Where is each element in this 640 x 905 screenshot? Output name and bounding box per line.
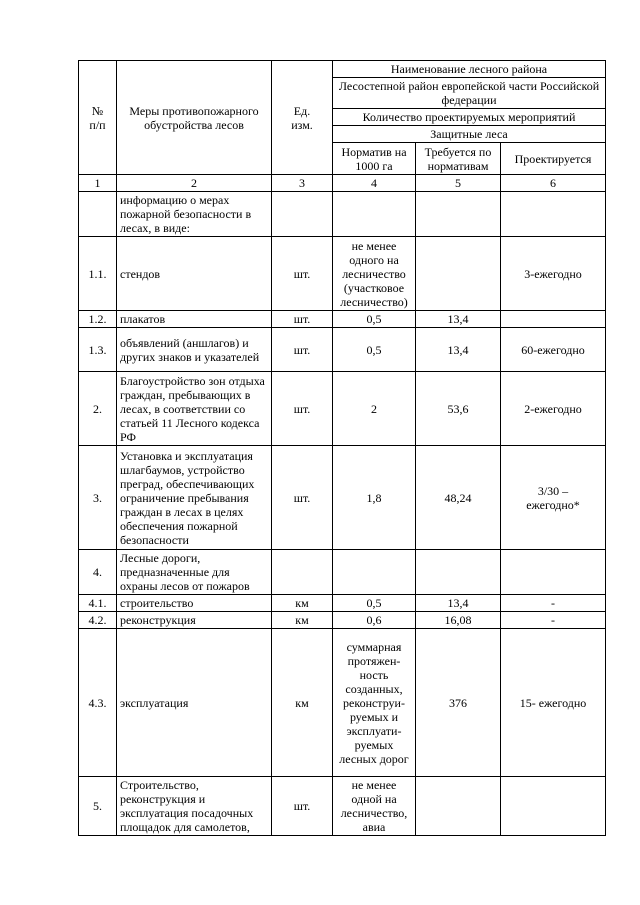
row-projected: 60-ежегодно [501,328,606,372]
header-num: № п/п [79,61,117,175]
row-required: 13,4 [416,328,501,372]
row-required [416,237,501,311]
col-number: 4 [333,175,416,192]
header-forest-area: Лесостепной район европейской части Российской федерации [333,78,606,109]
row-projected: - [501,595,606,612]
row-measure: информацию о мерах пожарной безопасности в лесах, в виде: [117,192,272,237]
header-required: Требуется по нормативам [416,143,501,175]
row-num: 4.1. [79,595,117,612]
row-required [416,777,501,836]
row-measure: реконструкция [117,612,272,629]
row-num: 4. [79,550,117,595]
table-row [79,372,606,446]
table-row [79,595,606,612]
row-unit [272,192,333,237]
row-unit: шт. [272,372,333,446]
row-measure: Лесные дороги, предназначенные для охраны лесов от пожаров [117,550,272,595]
row-num: 4.3. [79,629,117,777]
header-norm: Норматив на 1000 га [333,143,416,175]
row-unit: км [272,595,333,612]
fire-safety-measures-table [78,60,606,836]
row-measure: эксплуатация [117,629,272,777]
table-row [79,311,606,328]
header-quantity-title: Количество проектируемых мероприятий [333,109,606,126]
row-norm: 0,5 [333,328,416,372]
row-norm: 2 [333,372,416,446]
row-norm: суммарная протяжен- ность созданных, реконструи- руемых и эксплуати- руемых лесных дорог [333,629,416,777]
row-num: 2. [79,372,117,446]
row-required: 376 [416,629,501,777]
row-measure: Установка и эксплуатация шлагбаумов, устройство преград, обеспечивающих ограничение пребывания граждан в лесах в целях обеспечения пожарной безопасности [117,446,272,550]
row-measure: стендов [117,237,272,311]
row-num [79,192,117,237]
row-unit: км [272,629,333,777]
row-num: 1.3. [79,328,117,372]
row-required: 13,4 [416,311,501,328]
header-forest-type: Защитные леса [333,126,606,143]
row-projected [501,550,606,595]
row-num: 1.2. [79,311,117,328]
row-projected: - [501,612,606,629]
row-projected: 2-ежегодно [501,372,606,446]
row-required [416,550,501,595]
row-measure: плакатов [117,311,272,328]
table-row [79,777,606,836]
header-forest-area-name-title: Наименование лесного района [333,61,606,78]
table-row [79,446,606,550]
table-row [79,237,606,311]
row-required: 53,6 [416,372,501,446]
row-measure: Благоустройство зон отдыха граждан, пребывающих в лесах, в соответствии со статьей 11 Лесного кодекса РФ [117,372,272,446]
row-required [416,192,501,237]
row-projected [501,777,606,836]
row-norm [333,192,416,237]
row-norm: 0,6 [333,612,416,629]
row-required: 16,08 [416,612,501,629]
table-row [79,192,606,237]
row-norm [333,550,416,595]
col-number: 3 [272,175,333,192]
col-number: 2 [117,175,272,192]
table-row [79,328,606,372]
row-projected: 3/30 – ежегодно* [501,446,606,550]
column-number-row [79,175,606,192]
row-num: 3. [79,446,117,550]
col-number: 5 [416,175,501,192]
row-norm: не менее одной на лесничество, авиа [333,777,416,836]
row-measure: объявлений (аншлагов) и других знаков и указателей [117,328,272,372]
header-unit: Ед. изм. [272,61,333,175]
header-measures: Меры противопожарного обустройства лесов [117,61,272,175]
row-num: 5. [79,777,117,836]
col-number: 1 [79,175,117,192]
row-unit: шт. [272,777,333,836]
row-projected: 3-ежегодно [501,237,606,311]
row-unit: шт. [272,311,333,328]
row-unit: шт. [272,237,333,311]
row-measure: Строительство, реконструкция и эксплуатация посадочных площадок для самолетов, [117,777,272,836]
row-norm: 0,5 [333,595,416,612]
row-num: 1.1. [79,237,117,311]
row-measure: строительство [117,595,272,612]
row-projected: 15- ежегодно [501,629,606,777]
row-norm: не менее одного на лесничество (участковое лесничество) [333,237,416,311]
table-row [79,550,606,595]
row-norm: 1,8 [333,446,416,550]
row-required: 48,24 [416,446,501,550]
row-unit: шт. [272,446,333,550]
table-row [79,629,606,777]
row-projected [501,311,606,328]
row-required: 13,4 [416,595,501,612]
col-number: 6 [501,175,606,192]
row-num: 4.2. [79,612,117,629]
row-norm: 0,5 [333,311,416,328]
row-unit: шт. [272,328,333,372]
row-unit [272,550,333,595]
row-unit: км [272,612,333,629]
row-projected [501,192,606,237]
table-row [79,612,606,629]
header-projected: Проектируется [501,143,606,175]
